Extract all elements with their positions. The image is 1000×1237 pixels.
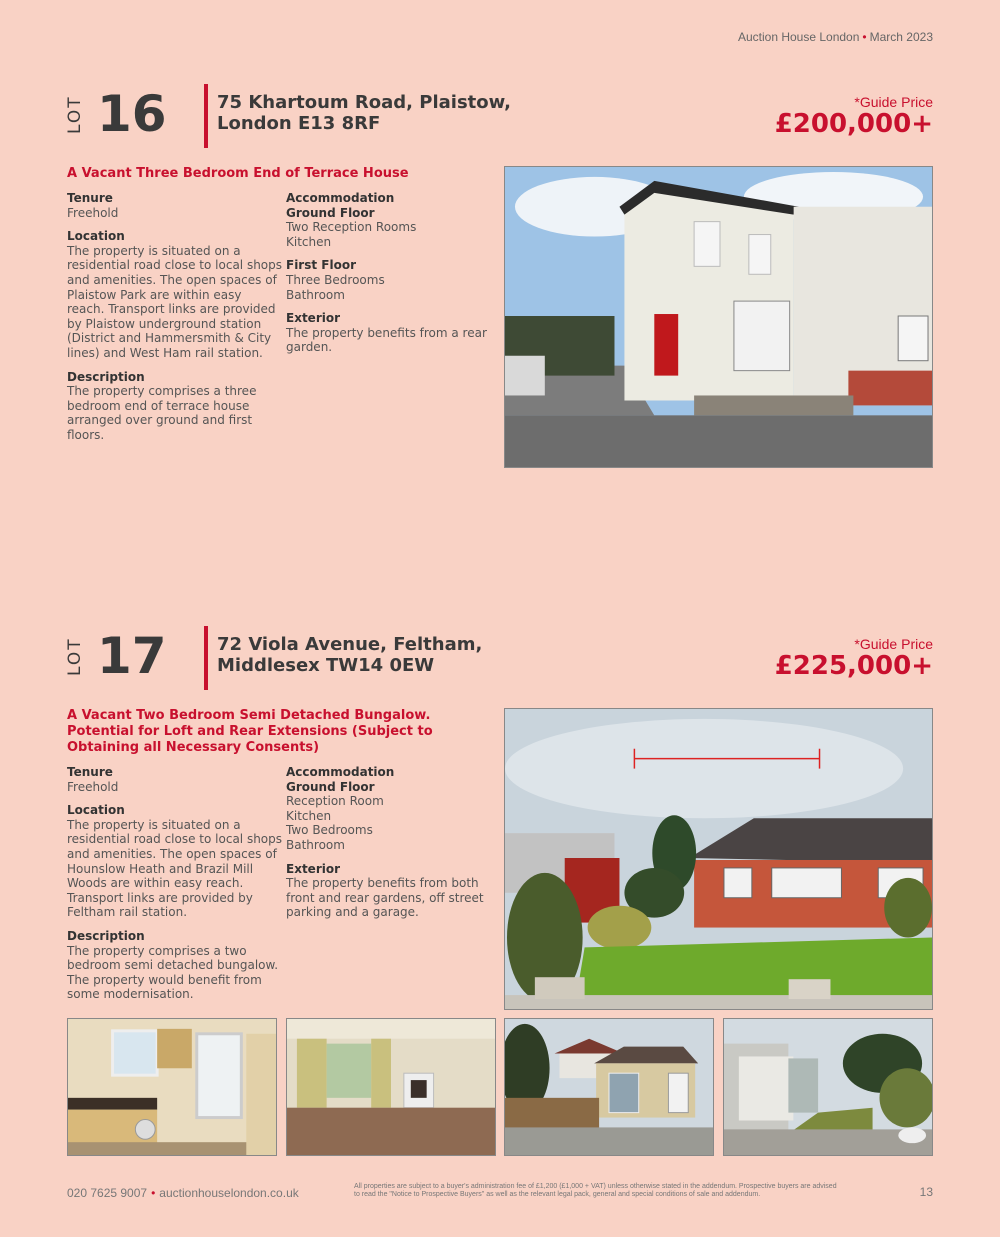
- first-floor-item: Bathroom: [286, 287, 345, 302]
- location-heading: Location: [67, 803, 125, 818]
- property-address: [217, 92, 547, 134]
- address-line-2: Middlesex TW14 0EW: [217, 655, 435, 676]
- details-right-column: [286, 765, 491, 929]
- accent-bar: [204, 626, 208, 690]
- ground-floor-item: Bathroom: [286, 837, 345, 852]
- guide-price-value: £225,000+: [774, 651, 933, 681]
- page-header: [738, 30, 933, 44]
- ground-floor-item: Kitchen: [286, 234, 332, 249]
- address-line-1: 72 Viola Avenue, Feltham,: [217, 634, 483, 655]
- first-floor-heading: First Floor: [286, 258, 357, 273]
- footer-phone[interactable]: 020 7625 9007: [67, 1186, 148, 1200]
- lot-16-section: [65, 84, 933, 442]
- description-text: The property comprises a two bedroom semi detached bungalow. The property would benefit from some modernisation.: [67, 943, 279, 1002]
- ground-floor-heading: Ground Floor: [286, 779, 375, 794]
- property-photo-main: [504, 166, 933, 468]
- property-photo-rear-exterior: [504, 1018, 714, 1156]
- description-heading: Description: [67, 369, 145, 384]
- lot-label: LOT: [65, 95, 85, 134]
- property-photo-main: [504, 708, 933, 1010]
- guide-price-block: [775, 636, 933, 680]
- lot-17-section: [65, 626, 933, 1002]
- tenure-value: Freehold: [67, 205, 119, 220]
- guide-price-label: *Guide Price: [854, 94, 933, 110]
- separator-dot: •: [151, 1186, 156, 1200]
- location-heading: Location: [67, 229, 125, 244]
- property-photo-rear-garden: [723, 1018, 933, 1156]
- description-text: The property comprises a three bedroom end of terrace house arranged over ground and first floors.: [67, 384, 257, 442]
- footer-website-link[interactable]: auctionhouselondon.co.uk: [159, 1186, 299, 1200]
- description-heading: Description: [67, 928, 145, 943]
- ground-floor-item: Kitchen: [286, 808, 332, 823]
- property-photo-kitchen: [67, 1018, 277, 1156]
- exterior-text: The property benefits from a rear garden.: [286, 325, 487, 355]
- property-address: [217, 634, 547, 676]
- footer-contact: [67, 1186, 299, 1200]
- exterior-heading: Exterior: [286, 311, 341, 326]
- lot-number: 17: [97, 627, 167, 685]
- page-number: 13: [919, 1185, 933, 1199]
- guide-price-label: *Guide Price: [854, 636, 933, 652]
- lot-header: [67, 84, 933, 150]
- lot-headline: A Vacant Three Bedroom End of Terrace House: [67, 166, 409, 181]
- accommodation-heading: Accommodation: [286, 765, 395, 779]
- first-floor-item: Three Bedrooms: [286, 272, 385, 287]
- tenure-value: Freehold: [67, 779, 119, 794]
- accommodation-heading: Accommodation: [286, 191, 395, 205]
- lot-headline: A Vacant Two Bedroom Semi Detached Bungalow. Potential for Loft and Rear Extensions (Subject to Obtaining all Necessary Consents): [67, 708, 433, 755]
- ground-floor-item: Two Bedrooms: [286, 823, 373, 838]
- tenure-heading: Tenure: [67, 191, 113, 205]
- address-line-2: London E13 8RF: [217, 113, 381, 134]
- accent-bar: [204, 84, 208, 148]
- publisher-name: Auction House London: [737, 30, 860, 44]
- footer-disclaimer: All properties are subject to a buyer's administration fee of £1,200 (£1,000 + VAT) unless otherwise stated in the addendum. Prospective buyers are advised to read the "Notice to Prospective Buyers" as well as the relevant legal pack, general and special conditions of sale and addendum.: [354, 1183, 837, 1198]
- address-line-1: 75 Khartoum Road, Plaistow,: [217, 92, 511, 113]
- lot-label: LOT: [65, 637, 85, 676]
- details-left-column: [67, 191, 282, 452]
- property-photo-reception: [286, 1018, 496, 1156]
- ground-floor-item: Reception Room: [286, 794, 384, 809]
- ground-floor-heading: Ground Floor: [286, 205, 375, 220]
- exterior-heading: Exterior: [286, 861, 341, 876]
- separator-dot: •: [862, 30, 867, 44]
- guide-price-value: £200,000+: [774, 109, 933, 139]
- ground-floor-item: Two Reception Rooms: [286, 220, 417, 235]
- exterior-text: The property benefits from both front and rear gardens, off street parking and a garage.: [286, 876, 484, 920]
- lot-number: 16: [97, 85, 167, 143]
- details-left-column: [67, 765, 282, 1011]
- guide-price-block: [775, 94, 933, 138]
- tenure-heading: Tenure: [67, 765, 113, 779]
- location-text: The property is situated on a residential road close to local shops and amenities. The open spaces of Hounslow Heath and Brazil Mill Woods are within easy reach. Transport links are provided by Feltham rail station.: [67, 817, 283, 920]
- issue-date: March 2023: [869, 30, 933, 44]
- location-text: The property is situated on a residential road close to local shops and amenities. The open spaces of Plaistow Park are within easy reach. Transport links are provided by Plaistow underground station (District and Hammersmith & City lines) and West Ham rail station.: [67, 243, 283, 360]
- lot-header: [67, 626, 933, 692]
- details-right-column: [286, 191, 491, 364]
